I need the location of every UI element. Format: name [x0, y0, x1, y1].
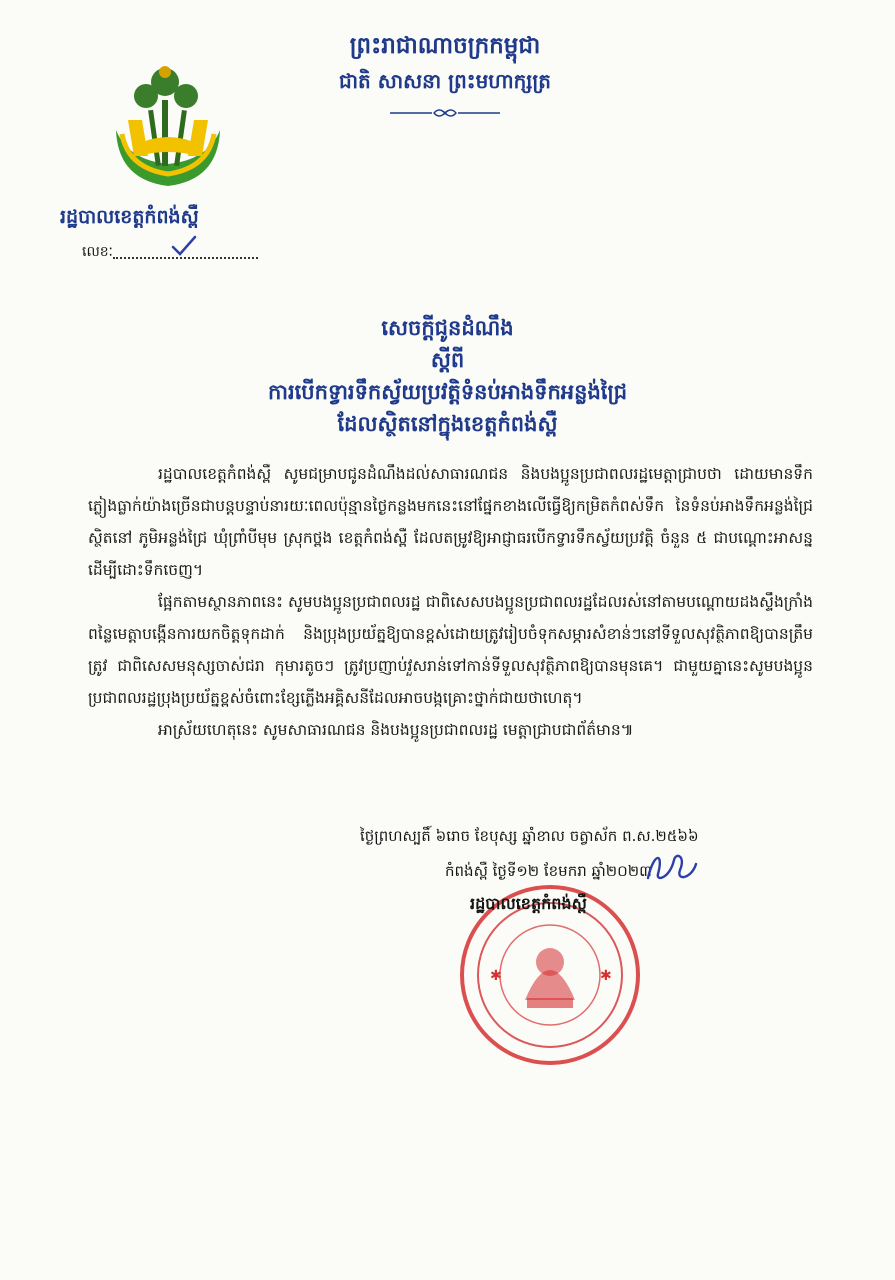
- handwritten-signature-icon: [640, 848, 700, 888]
- body-paragraph-2: ផ្អែកតាមស្ថានភាពនេះ សូមបងប្អូនប្រជាពលរដ្ឋ ជាពិសេសបងប្អូនប្រជាពលរដ្ឋដែលរស់នៅតាមបណ្តោយដងស្ទឹងក្រាំងពន្លៃមេត្តាបង្កើនការយកចិត្តទុកដាក់ និងប្រុងប្រយ័ត្នឱ្យបានខ្ពស់ដោយត្រូវរៀបចំទុកសម្ភារសំខាន់ៗនៅទីទួលសុវត្ថិភាពឱ្យបានត្រឹមត្រូវ ជាពិសេសមនុស្សចាស់ជរា កុមារតូចៗ ត្រូវប្រញាប់វួសរាន់ទៅកាន់ទីទួលសុវត្ថិភាពឱ្យបានមុនគេ។ ជាមួយគ្នានេះសូមបងប្អូនប្រជាពលរដ្ឋប្រុងប្រយ័ត្នខ្ពស់ចំពោះខ្សែភ្លើងអគ្គិសនីដែលអាចបង្កគ្រោះថ្នាក់ជាយថាហេតុ។: [88, 593, 813, 707]
- notice-title-block: [160, 312, 735, 440]
- signer-title: រដ្ឋបាលខេត្តកំពង់ស្ពឺ: [470, 894, 587, 913]
- notice-body: [88, 458, 813, 746]
- provincial-logo-icon: [108, 60, 228, 188]
- kingdom-name: ព្រះរាជាណាចក្រកម្ពុជា: [349, 32, 541, 59]
- kingdom-motto: [300, 28, 590, 124]
- notice-heading: សេចក្តីជូនដំណឹង: [381, 315, 514, 340]
- checkmark-icon: [171, 235, 197, 257]
- svg-text:✱: ✱: [490, 968, 502, 984]
- national-motto: ជាតិ សាសនា ព្រះមហាក្សត្រ: [339, 69, 551, 93]
- body-paragraph-3: អាស្រ័យហេតុនេះ សូមសាធារណជន និងបងប្អូនប្រជាពលរដ្ឋ មេត្តាជ្រាបជាព័ត៌មាន៕: [158, 721, 634, 739]
- lunar-date: ថ្ងៃព្រហស្បតិ៍ ៦រោច ខែបុស្ស ឆ្នាំខាល ចត្វាស័ក ព.ស.២៥៦៦: [360, 827, 699, 845]
- body-paragraph-1: រដ្ឋបាលខេត្តកំពង់ស្ពឺ សូមជម្រាបជូនដំណឹងដល់សាធារណជន និងបងប្អូនប្រជាពលរដ្ឋមេត្តាជ្រាបថា ដោយមានទឹកភ្លៀងធ្លាក់យ៉ាងច្រើនជាបន្តបន្ទាប់នារយៈពេលប៉ុន្មានថ្ងៃកន្លងមកនេះនៅផ្នែកខាងលើធ្វើឱ្យកម្រិតកំពស់ទឹក នៃទំនប់អាងទឹកអន្លង់ជ្រៃស្ថិតនៅ ភូមិអន្លង់ជ្រៃ ឃុំព្រាំបីមុម ស្រុកថ្ពង ខេត្តកំពង់ស្ពឺ ដែលតម្រូវឱ្យអាជ្ញាធរបើកទ្វារទឹកស្វ័យប្រវត្តិ ចំនួន ៥ ជាបណ្តោះអាសន្នដើម្បីដោះទឹកចេញ។: [88, 465, 813, 579]
- solar-date: កំពង់ស្ពឺ ថ្ងៃទី១២ ខែមករា ឆ្នាំ២០២៣: [445, 862, 652, 880]
- reference-label: លេខៈ: [82, 244, 113, 260]
- reference-number: [82, 240, 272, 264]
- ornament-divider-icon: [390, 106, 500, 120]
- notice-subject-line-2: ដែលស្ថិតនៅក្នុងខេត្តកំពង់ស្ពឺ: [337, 411, 558, 436]
- notice-subject-label: ស្តីពី: [430, 347, 465, 372]
- svg-text:✱: ✱: [600, 968, 612, 984]
- notice-subject-line-1: ការបើកទ្វារទឹកស្វ័យប្រវត្តិទំនប់អាងទឹកអន្លង់ជ្រៃ: [267, 379, 628, 404]
- reference-dots: [113, 245, 258, 259]
- issuing-authority: រដ្ឋបាលខេត្តកំពង់ស្ពឺ: [60, 206, 199, 228]
